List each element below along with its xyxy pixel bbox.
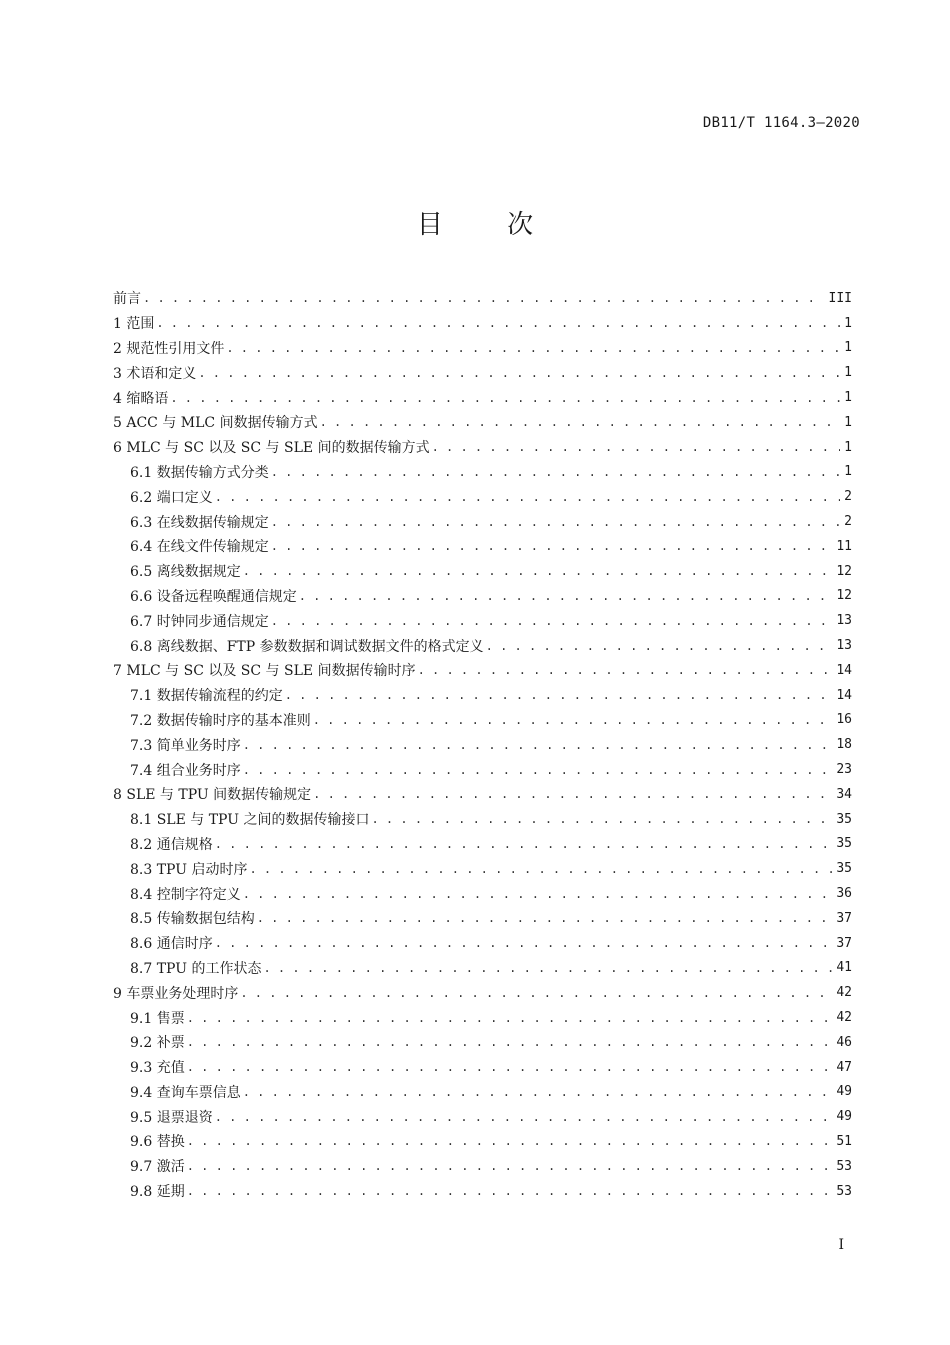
toc-dot-leader: [187, 1134, 833, 1148]
toc-entry-label: 7.3 简单业务时序: [130, 737, 241, 754]
toc-entry-label: 9.7 激活: [130, 1159, 185, 1176]
toc-entry-page: 1: [844, 365, 852, 381]
toc-entry[interactable]: [113, 1030, 852, 1055]
toc-dot-leader: [418, 663, 833, 677]
toc-entry-page: 37: [836, 935, 852, 951]
toc-entry-label: 4 缩略语: [113, 390, 169, 407]
toc-entry-page: 11: [836, 538, 852, 554]
toc-entry-label: 6.6 设备远程唤醒通信规定: [130, 588, 297, 605]
toc-entry[interactable]: [113, 683, 852, 708]
toc-entry-label: 9.4 查询车票信息: [130, 1084, 241, 1101]
toc-entry[interactable]: [113, 807, 852, 832]
toc-dot-leader: [240, 986, 832, 1000]
toc-entry[interactable]: [113, 782, 852, 807]
toc-entry[interactable]: [113, 559, 852, 584]
toc-dot-leader: [313, 787, 832, 801]
toc-entry-label: 6.7 时钟同步通信规定: [130, 613, 269, 630]
toc-entry[interactable]: [113, 311, 852, 336]
toc-dot-leader: [215, 837, 833, 851]
toc-entry[interactable]: [113, 608, 852, 633]
table-of-contents: [113, 286, 852, 1203]
toc-dot-leader: [243, 1085, 833, 1099]
toc-entry[interactable]: [113, 1005, 852, 1030]
toc-entry[interactable]: [113, 435, 852, 460]
toc-dot-leader: [187, 1011, 833, 1025]
toc-entry-page: 35: [836, 811, 852, 827]
toc-entry-label: 6.2 端口定义: [130, 489, 213, 506]
toc-dot-leader: [243, 887, 833, 901]
toc-entry[interactable]: [113, 336, 852, 361]
toc-entry-page: 12: [836, 588, 852, 604]
toc-entry-label: 7.2 数据传输时序的基本准则: [130, 712, 311, 729]
toc-entry-label: 前言: [113, 291, 141, 308]
toc-entry-label: 8.3 TPU 启动时序: [130, 861, 248, 878]
toc-entry-page: 47: [836, 1059, 852, 1075]
toc-dot-leader: [215, 936, 833, 950]
toc-dot-leader: [285, 688, 833, 702]
toc-entry-label: 6.3 在线数据传输规定: [130, 514, 269, 531]
toc-entry-page: 46: [836, 1034, 852, 1050]
toc-entry-label: 8.6 通信时序: [130, 936, 213, 953]
toc-entry[interactable]: [113, 1129, 852, 1154]
toc-entry-label: 9.5 退票退资: [130, 1109, 213, 1126]
toc-entry-label: 3 术语和定义: [113, 365, 197, 382]
toc-entry[interactable]: [113, 1154, 852, 1179]
toc-entry[interactable]: [113, 1104, 852, 1129]
toc-entry-label: 8 SLE 与 TPU 间数据传输规定: [113, 787, 312, 804]
toc-entry-page: 42: [836, 985, 852, 1001]
toc-entry-page: 13: [836, 638, 852, 654]
toc-dot-leader: [215, 490, 840, 504]
toc-dot-leader: [299, 589, 833, 603]
toc-dot-leader: [486, 639, 833, 653]
toc-entry-page: 34: [836, 786, 852, 802]
toc-entry-page: 35: [836, 836, 852, 852]
toc-entry[interactable]: [113, 460, 852, 485]
page-number: I: [838, 1237, 844, 1253]
toc-entry-label: 6.5 离线数据规定: [130, 564, 241, 581]
toc-dot-leader: [249, 862, 832, 876]
toc-entry[interactable]: [113, 1179, 852, 1204]
toc-entry-page: 41: [836, 960, 852, 976]
toc-dot-leader: [271, 614, 833, 628]
toc-entry-label: 8.1 SLE 与 TPU 之间的数据传输接口: [130, 812, 370, 829]
toc-entry[interactable]: [113, 856, 852, 881]
toc-entry-label: 6 MLC 与 SC 以及 SC 与 SLE 间的数据传输方式: [113, 440, 430, 457]
toc-dot-leader: [187, 1060, 833, 1074]
toc-dot-leader: [215, 1110, 833, 1124]
toc-entry-page: 51: [836, 1133, 852, 1149]
toc-dot-leader: [198, 366, 840, 380]
toc-entry-page: 1: [844, 414, 852, 430]
toc-entry[interactable]: [113, 534, 852, 559]
toc-entry-page: 1: [844, 340, 852, 356]
toc-dot-leader: [243, 738, 833, 752]
toc-entry[interactable]: [113, 658, 852, 683]
toc-entry-page: 14: [836, 662, 852, 678]
toc-entry-label: 9 车票业务处理时序: [113, 985, 239, 1002]
toc-entry-label: 9.8 延期: [130, 1184, 185, 1201]
toc-entry[interactable]: [113, 1080, 852, 1105]
toc-entry-page: 1: [844, 390, 852, 406]
toc-entry-label: 9.1 售票: [130, 1010, 185, 1027]
toc-entry-page: 2: [844, 489, 852, 505]
toc-dot-leader: [271, 539, 833, 553]
toc-entry-page: 13: [836, 613, 852, 629]
toc-dot-leader: [263, 961, 832, 975]
toc-entry-label: 7 MLC 与 SC 以及 SC 与 SLE 间数据传输时序: [113, 663, 416, 680]
toc-dot-leader: [271, 465, 840, 479]
toc-dot-leader: [156, 316, 840, 330]
toc-entry-label: 8.2 通信规格: [130, 836, 213, 853]
toc-dot-leader: [432, 440, 841, 454]
toc-entry[interactable]: [113, 956, 852, 981]
toc-dot-leader: [170, 391, 840, 405]
toc-entry[interactable]: [113, 708, 852, 733]
toc-entry-label: 9.3 充值: [130, 1060, 185, 1077]
toc-dot-leader: [143, 291, 825, 305]
toc-entry-label: 1 范围: [113, 316, 155, 333]
toc-entry[interactable]: [113, 980, 852, 1005]
toc-dot-leader: [271, 515, 840, 529]
toc-dot-leader: [257, 911, 833, 925]
toc-entry[interactable]: [113, 832, 852, 857]
toc-dot-leader: [313, 713, 833, 727]
toc-entry-page: 53: [836, 1183, 852, 1199]
toc-dot-leader: [371, 812, 832, 826]
toc-entry-page: 2: [844, 514, 852, 530]
toc-dot-leader: [187, 1035, 833, 1049]
toc-entry-label: 7.4 组合业务时序: [130, 762, 241, 779]
toc-entry[interactable]: [113, 484, 852, 509]
toc-entry-label: 6.8 离线数据、FTP 参数数据和调试数据文件的格式定义: [130, 638, 484, 655]
toc-dot-leader: [243, 564, 833, 578]
toc-dot-leader: [187, 1159, 833, 1173]
toc-entry-label: 9.6 替换: [130, 1134, 185, 1151]
toc-entry-label: 2 规范性引用文件: [113, 340, 225, 357]
toc-entry[interactable]: [113, 757, 852, 782]
toc-entry-page: 14: [836, 687, 852, 703]
toc-dot-leader: [226, 341, 840, 355]
toc-dot-leader: [243, 763, 833, 777]
toc-entry[interactable]: [113, 509, 852, 534]
toc-entry-page: 49: [836, 1084, 852, 1100]
toc-entry[interactable]: [113, 410, 852, 435]
toc-entry-label: 8.7 TPU 的工作状态: [130, 960, 262, 977]
toc-entry[interactable]: [113, 385, 852, 410]
toc-entry[interactable]: [113, 881, 852, 906]
toc-entry-page: 16: [836, 712, 852, 728]
toc-entry-label: 6.4 在线文件传输规定: [130, 539, 269, 556]
toc-entry-page: 23: [836, 762, 852, 778]
toc-entry[interactable]: [113, 633, 852, 658]
toc-entry-label: 6.1 数据传输方式分类: [130, 464, 269, 481]
toc-dot-leader: [187, 1184, 833, 1198]
toc-entry-page: 1: [844, 464, 852, 480]
page-title: 目 次: [416, 210, 562, 240]
toc-entry[interactable]: [113, 360, 852, 385]
toc-dot-leader: [320, 415, 841, 429]
toc-entry-page: 12: [836, 563, 852, 579]
toc-entry-page: 42: [836, 1010, 852, 1025]
toc-entry-label: 5 ACC 与 MLC 间数据传输方式: [113, 415, 318, 432]
toc-entry-label: 9.2 补票: [130, 1035, 185, 1052]
toc-entry-page: 35: [836, 861, 852, 877]
toc-entry[interactable]: [113, 584, 852, 609]
toc-entry[interactable]: [113, 931, 852, 956]
toc-entry-label: 8.5 传输数据包结构: [130, 911, 255, 928]
toc-entry-page: 18: [836, 737, 852, 753]
toc-entry[interactable]: [113, 906, 852, 931]
toc-entry[interactable]: [113, 732, 852, 757]
toc-entry-page: 49: [836, 1109, 852, 1125]
toc-entry-label: 7.1 数据传输流程的约定: [130, 688, 283, 705]
toc-entry-page: 37: [836, 910, 852, 926]
toc-entry-page: 53: [836, 1158, 852, 1174]
toc-entry[interactable]: [113, 286, 852, 311]
toc-entry-page: 1: [844, 315, 852, 331]
toc-entry-page: 1: [844, 439, 852, 455]
toc-entry-label: 8.4 控制字符定义: [130, 886, 241, 903]
toc-entry-page: 36: [836, 886, 852, 902]
document-code: DB11/T 1164.3—2020: [702, 115, 860, 131]
toc-entry-page: III: [828, 290, 852, 306]
toc-entry[interactable]: [113, 1055, 852, 1080]
